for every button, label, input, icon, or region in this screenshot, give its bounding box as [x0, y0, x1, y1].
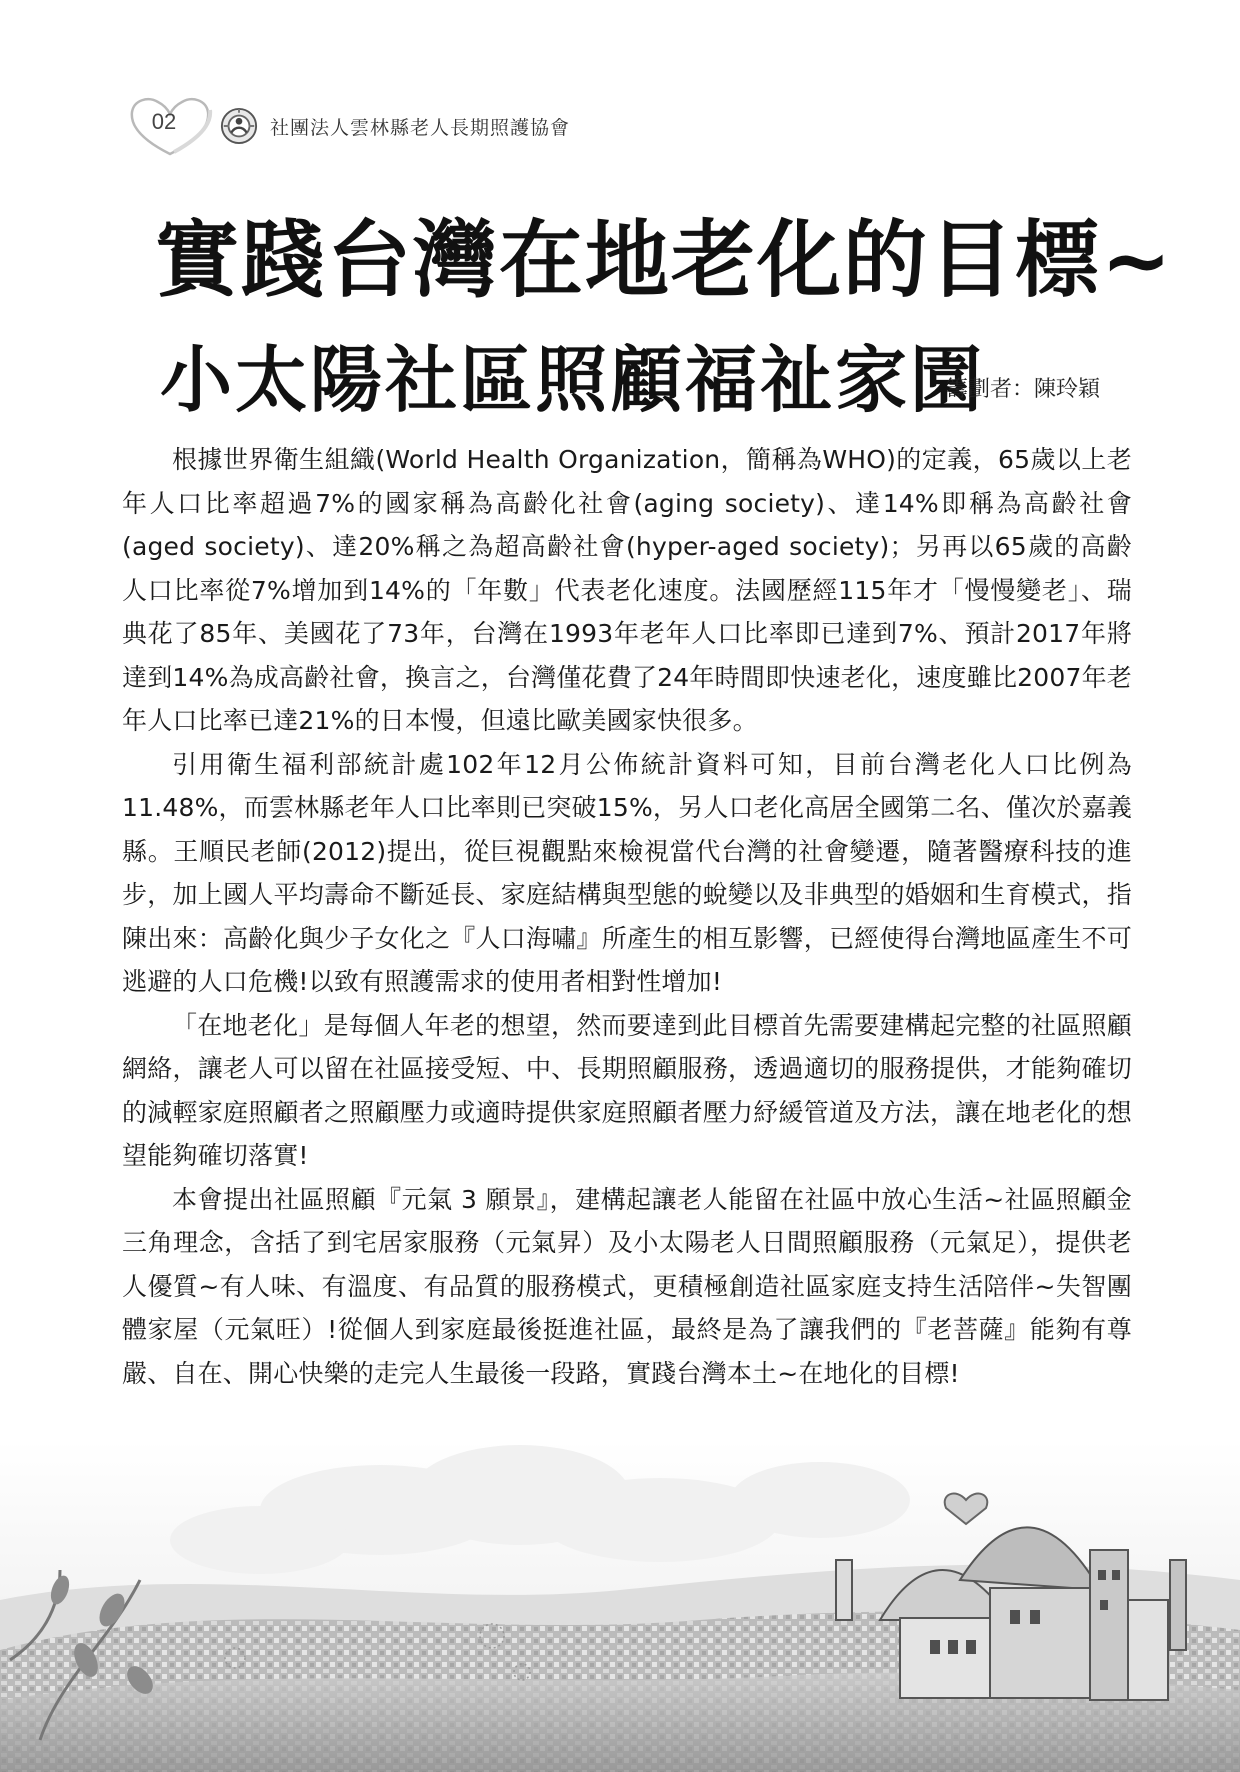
paragraph: 本會提出社區照顧『元氣 3 願景』，建構起讓老人能留在社區中放心生活~社區照顧金三角理念，含括了到宅居家服務（元氣昇）及小太陽老人日間照顧服務（元氣足），提供老人優質~有人味、有溫度、有品質的服務模式，更積極創造社區家庭支持生活陪伴~失智團體家屋（元氣旺）!從個人到家庭最後挺進社區，最終是為了讓我們的『老菩薩』能夠有尊嚴、自在、開心快樂的走完人生最後一段路，實踐台灣本土~在地化的目標! [122, 1184, 1132, 1388]
page-number: 02 [151, 109, 177, 134]
paragraph: 「在地老化」是每個人年老的想望，然而要達到此目標首先需要建構起完整的社區照顧網絡，讓老人可以留在社區接受短、中、長期照顧服務，透過適切的服務提供，才能夠確切的減輕家庭照顧者之照顧壓力或適時提供家庭照顧者壓力紓緩管道及方法，讓在地老化的想望能夠確切落實! [122, 1010, 1132, 1170]
paragraph: 根據世界衛生組織(World Health Organization，簡稱為WHO)的定義，65歲以上老年人口比率超過7%的國家稱為高齡化社會(aging society)、達14%即稱為高齡社會(aged society)、達20%稱之為超高齡社會(hyper-aged society)；另再以65歲的高齡人口比率從7%增加到14%的「年數」代表老化速度。法國歷經115年才「慢慢變老」、瑞典花了85年、美國花了73年，台灣在1993年老年人口比率即已達到7%、預計2017年將達到14%為成高齡社會，換言之，台灣僅花費了24年時間即快速老化，速度雖比2007年老年人口比率已達21%的日本慢，但遠比歐美國家快很多。 [122, 445, 1132, 735]
page-header [126, 96, 570, 156]
article-subtitle: 小太陽社區照顧福祉家園 [160, 338, 986, 422]
author-credit: 籌劃者：陳玲穎 [946, 377, 1101, 402]
organization-name: 社團法人雲林縣老人長期照護協會 [270, 116, 571, 139]
organization-logo-icon [220, 107, 258, 145]
article-body [122, 438, 1132, 1395]
town-landscape-illustration [0, 1440, 1240, 1772]
paragraph: 引用衛生福利部統計處102年12月公佈統計資料可知，目前台灣老化人口比例為11.48%，而雲林縣老年人口比率則已突破15%，另人口老化高居全國第二名、僅次於嘉義縣。王順民老師(2012)提出，從巨視觀點來檢視當代台灣的社會變遷，隨著醫療科技的進步，加上國人平均壽命不斷延長、家庭結構與型態的蛻變以及非典型的婚姻和生育模式，指陳出來：高齡化與少子女化之『人口海嘯』所產生的相互影響，已經使得台灣地區產生不可逃避的人口危機!以致有照護需求的使用者相對性增加! [122, 749, 1132, 996]
article-title: 實踐台灣在地老化的目標~ [155, 211, 1174, 309]
heart-icon [126, 94, 214, 158]
